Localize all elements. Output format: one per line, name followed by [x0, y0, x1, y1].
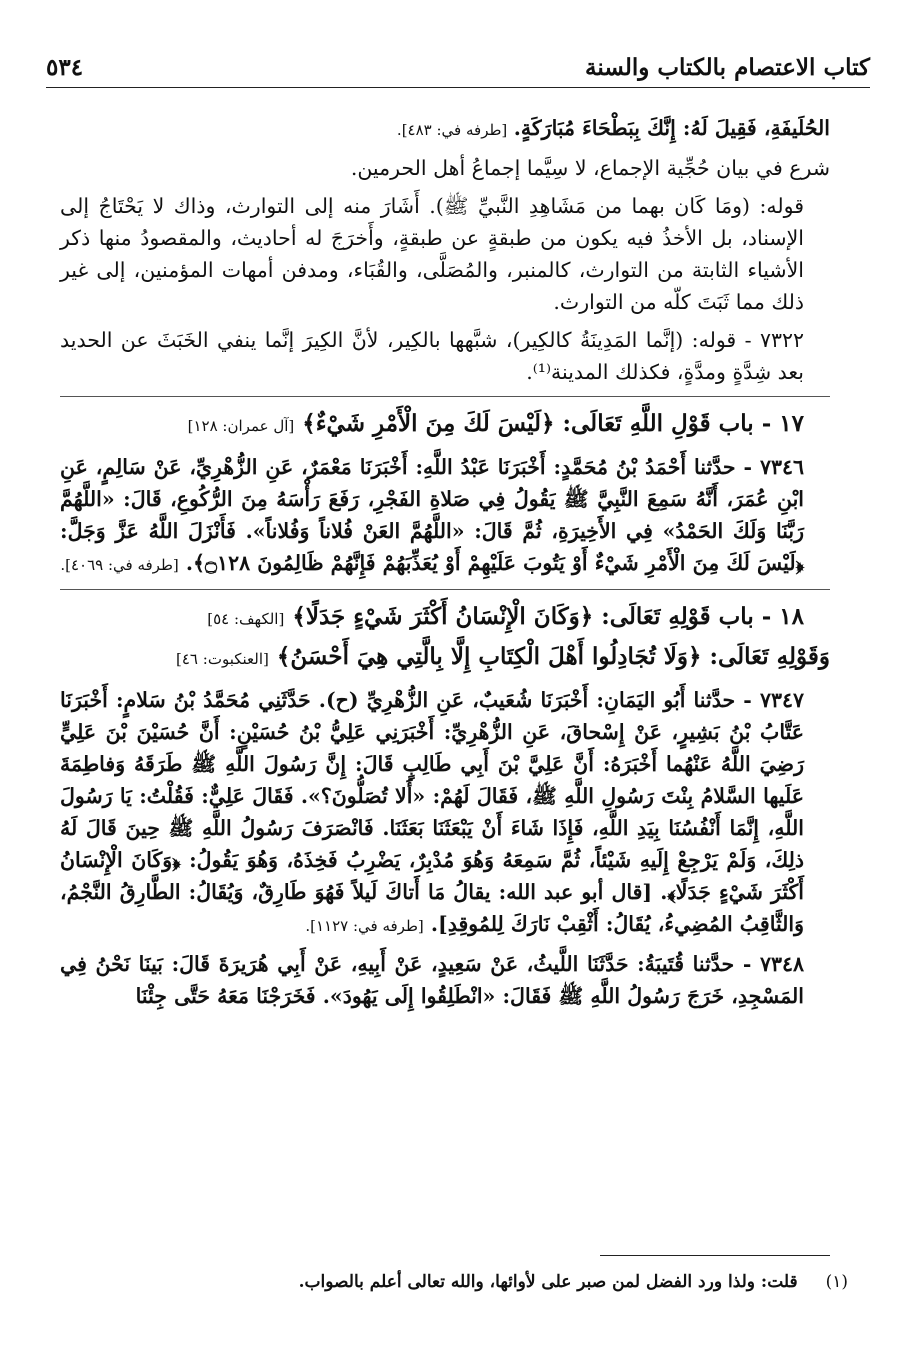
- cross-reference: [طرفه في: ٤٠٦٩].: [60, 556, 179, 574]
- chapter-title: وَقَوْلِهِ تَعَالَى: ﴿وَلَا تُجَادِلُوا أَهْلَ الْكِتَابِ إِلَّا بِالَّتِي هِيَ أَحْسَنُ﴾: [276, 643, 830, 670]
- verse-reference: [العنكبوت: ٤٦]: [176, 650, 269, 668]
- footnote-number: (١): [825, 1272, 848, 1292]
- hadith-paragraph: [60, 684, 830, 942]
- paragraph-continuation: [60, 112, 830, 146]
- hadith-text: الحُلَيفَةِ، فَقِيلَ لَهُ: إِنَّكَ بِبَطْحَاءَ مُبَارَكَةٍ.: [513, 116, 830, 140]
- chapter-heading: [60, 405, 830, 445]
- footnote-text: قلت: ولذا ورد الفضل لمن صبر على لأوائها، والله تعالى أعلم بالصواب.: [298, 1272, 798, 1292]
- cross-reference: [طرفه في: ٤٨٣].: [396, 121, 508, 139]
- cross-reference: [طرفه في: ١١٢٧].: [305, 917, 424, 935]
- chapter-heading: [60, 598, 830, 638]
- hadith-text: ٧٣٤٧ - حدَّثنا أَبُو اليَمَانِ: أَخْبَرَنَا شُعَيبٌ، عَنِ الزُّهْرِيِّ (ح). حَدَّثَنِي مُحَمَّدُ بْنُ سَلامٍ: أَخْبَرَنَا عَتَّابُ بْنُ بَشِيرٍ، عَنْ إِسْحاقَ، عَنِ الزُّهْرِيِّ: أَخْبَرَنِي عَلِيُّ بْنُ حُسَيْنٍ: أَنَّ حُسَيْنَ بْنَ عَلِيٍّ رَضِيَ اللَّهُ عَنْهُما أَخْبَرَهُ: أَنَّ عَلِيَّ بْنَ أَبِي طَالِبٍ قَالَ: إِنَّ رَسُولَ اللَّهِ ﷺ طَرَقَهُ وَفاطِمَةَ عَلَيها السَّلامُ بِنْتَ رَسُولِ اللَّهِ ﷺ، فَقَالَ لَهُمْ: «أَلا تُصَلُّونَ؟». فَقَالَ عَلِيٌّ: فَقُلْتُ: يَا رَسُولَ اللَّهِ، إِنَّمَا أَنْفُسُنَا بِيَدِ اللَّهِ، فَإِذَا شَاءَ أَنْ يَبْعَثَنَا بَعَثَنَا. فَانْصَرَفَ رَسُولُ اللَّهِ ﷺ حِينَ قَالَ لَهُ ذلِكَ، وَلَمْ يَرْجِعْ إِلَيهِ شَيْئاً، ثُمَّ سَمِعَهُ وَهُوَ مُدْبِرٌ، يَضْرِبُ فَخِذَهُ، وَهُوَ يَقُولُ: ﴿وَكَانَ الْإِنْسَانُ أَكْثَرَ شَيْءٍ جَدَلًا﴾. [قال أبو عبد الله: يقالُ مَا أَتاكَ لَيلاً فَهُوَ طَارِقٌ، وَيُقَالُ: الطَّارِقُ النَّجْمُ، وَالثَّاقِبُ المُضِيءُ، يُقَالُ: أَثْقِبْ نَارَكَ لِلمُوقِدِ].: [60, 688, 804, 936]
- hadith-paragraph: ٧٣٤٨ - حدَّثنا قُتَيبَةُ: حَدَّثَنَا اللَّيثُ، عَنْ سَعِيدٍ، عَنْ أَبِيهِ، عَنْ أَبِي هُرَيرَةَ قَالَ: بَينَا نَحْنُ فِي المَسْجِدِ، خَرَجَ رَسُولُ اللَّهِ ﷺ فَقَالَ: «انْطَلِقُوا إِلَى يَهُودَ». فَخَرَجْنَا مَعَهُ حَتَّى جِئْنَا: [60, 952, 804, 1008]
- verse-reference: [آل عمران: ١٢٨]: [187, 417, 295, 435]
- footnote-divider: [600, 1255, 830, 1256]
- footnote: [80, 1268, 848, 1296]
- verse-reference: [الكهف: ٥٤]: [207, 610, 285, 628]
- chapter-title: ١٨ - باب قَوْلِهِ تَعَالَى: ﴿وَكَانَ الْإِنْسَانُ أَكْثَرَ شَيْءٍ جَدَلًا﴾: [292, 603, 804, 630]
- commentary-paragraph: ٧٣٢٢ - قوله: (إنَّما المَدِينَةُ كالكِير)، شبَّهها بالكِير، لأنَّ الكِيرَ إنَّما ينفي الخَبَثَ عن الحديد بعد شِدَّةٍ ومدَّةٍ، فكذلك المدينة⁽¹⁾.: [60, 328, 804, 384]
- page-number: ٥٣٤: [46, 54, 84, 81]
- chapter-heading-continued: [60, 638, 830, 678]
- page-body: [60, 112, 830, 1018]
- commentary-paragraph: شرع في بيان حُجِّية الإجماع، لا سِيَّما إجماعُ أهل الحرمين.: [350, 156, 830, 180]
- chapter-18: [60, 589, 830, 678]
- hadith-paragraph: [60, 451, 830, 581]
- commentary-paragraph: قوله: (ومَا كَان بهما من مَشَاهِدِ النَّبيِّ ﷺ). أَشَارَ منه إلى التوارث، وذاك لا يَحْتَاجُ إلى الإسناد، بل الأخذُ فيه يكون من طبقةٍ عن طبقةٍ، وأَخرَجَ له أحاديث، والمقصودُ منها ذكر الأشياء الثابتة من التوارث، كالمنبر، والمُصَلَّى، والقُبَاء، ومدفن أمهات المؤمنين، إلى غير ذلك مما ثَبَتَ كلّه من التوارث.: [60, 194, 804, 314]
- chapter-17: [60, 396, 830, 445]
- running-header: [46, 48, 870, 88]
- hadith-text: ٧٣٤٦ - حدَّثنا أَحْمَدُ بْنُ مُحَمَّدٍ: أَخْبَرَنَا عَبْدُ اللَّهِ: أَخْبَرَنَا مَعْمَرٌ، عَنِ الزُّهْرِيِّ، عَنْ سَالِمٍ، عَنِ ابْنِ عُمَرَ، أَنَّهُ سَمِعَ النَّبِيَّ ﷺ يَقُولُ فِي صَلاةِ الفَجْرِ، رَفَعَ رَأْسَهُ مِنَ الرُّكُوعِ، قَالَ: «اللَّهُمَّ رَبَّنَا وَلَكَ الحَمْدُ» فِي الأَخِيرَةِ، ثُمَّ قَالَ: «اللَّهُمَّ العَنْ فُلاناً وَفُلاناً». فَأَنْزَلَ اللَّهُ عَزَّ وَجَلَّ: ﴿لَيْسَ لَكَ مِنَ الْأَمْرِ شَيْءٌ أَوْ يَتُوبَ عَلَيْهِمْ أَوْ يُعَذِّبَهُمْ فَإِنَّهُمْ ظَالِمُونَ ۝١٢٨﴾.: [60, 455, 804, 575]
- chapter-title: ١٧ - باب قَوْلِ اللَّهِ تَعَالَى: ﴿لَيْسَ لَكَ مِنَ الْأَمْرِ شَيْءٌ﴾: [302, 410, 804, 437]
- running-title: كتاب الاعتصام بالكتاب والسنة: [585, 54, 870, 81]
